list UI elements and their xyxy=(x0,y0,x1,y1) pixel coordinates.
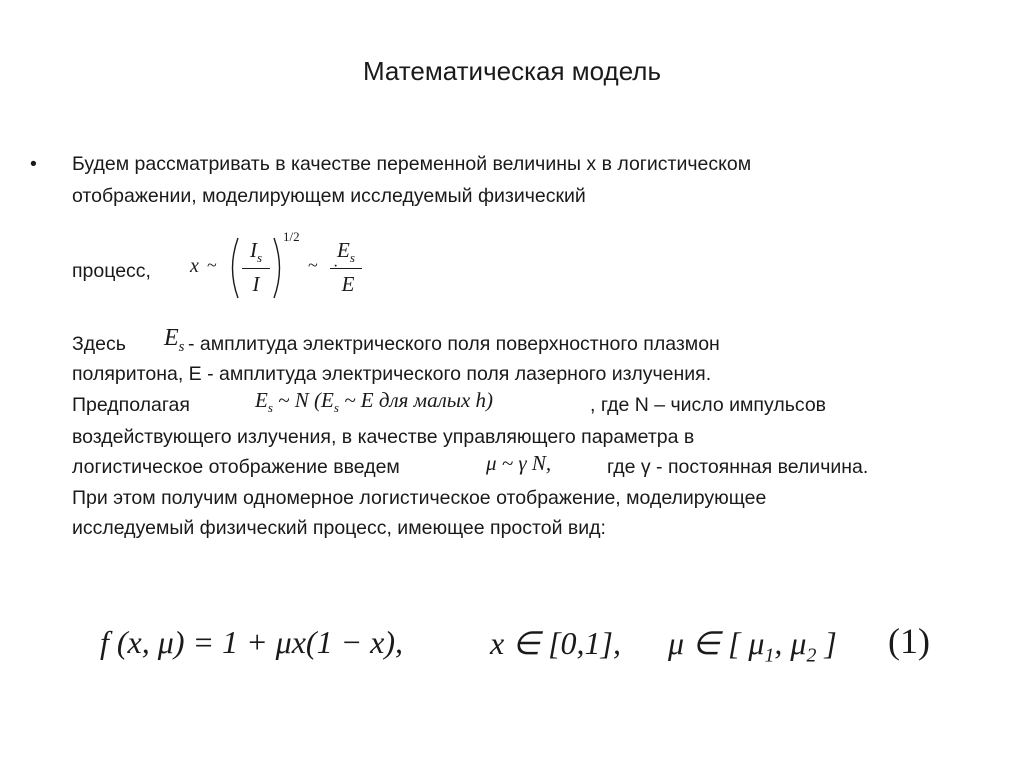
where-N-text: , где N – число импульсов xyxy=(590,394,827,416)
slide-title: Математическая модель xyxy=(362,56,662,86)
equation-lhs: f (x, μ) = 1 + μx(1 − x), xyxy=(100,624,404,660)
formula-dot: · xyxy=(333,258,339,275)
para-line-1: - амплитуда электрического поля поверхностного плазмон xyxy=(188,333,720,355)
para-line-4: воздействующего излучения, в качестве управляющего параметра в xyxy=(72,426,695,448)
bullet-line-1: Будем рассматривать в качестве переменной величины х в логистическом xyxy=(72,153,752,175)
formula-x-var: x xyxy=(190,255,199,277)
para-line-6: При этом получим одномерное логистическое отображение, моделирующее xyxy=(72,487,767,509)
mu-formula: μ ~ γ N, xyxy=(486,451,552,475)
formula-I-denominator: I xyxy=(252,272,260,296)
formula-E-denominator: E xyxy=(341,272,355,296)
para-line-5: логистическое отображение введем xyxy=(72,456,400,478)
here-label: Здесь xyxy=(72,333,126,355)
equation-domain-mu: μ ∈ [ $\mu_1$, $\mu_2$ ] xyxy=(668,625,837,667)
formula-tilde-2: ~ xyxy=(308,255,318,275)
formula-Is-numerator: $I_s$ xyxy=(249,238,263,266)
bullet-line-2: отображении, моделирующем исследуемый физический xyxy=(72,185,586,207)
process-label: процесс, xyxy=(72,260,151,282)
equation-domain-x: x ∈ [0,1], xyxy=(490,625,621,661)
formula-power: 1/2 xyxy=(283,229,300,244)
assume-label: Предполагая xyxy=(72,394,190,416)
equation-number: (1) xyxy=(888,621,930,661)
para-line-2: поляритона, Е - амплитуда электрического поля лазерного излучения. xyxy=(72,363,712,385)
para-line-7: исследуемый физический процесс, имеющее простой вид: xyxy=(72,517,606,539)
where-gamma-text: где γ - постоянная величина. xyxy=(607,456,869,478)
Es-symbol: $E_s$ xyxy=(164,325,185,355)
formula-Es-numerator: $E_s$ xyxy=(337,238,355,266)
bullet-marker: • xyxy=(30,153,37,175)
assume-formula: $E_s$ ~ N ($E_s$ ~ E для малых h) xyxy=(255,388,494,416)
formula-tilde-1: ~ xyxy=(207,255,217,275)
formula-fraction-bar-1 xyxy=(242,268,270,269)
